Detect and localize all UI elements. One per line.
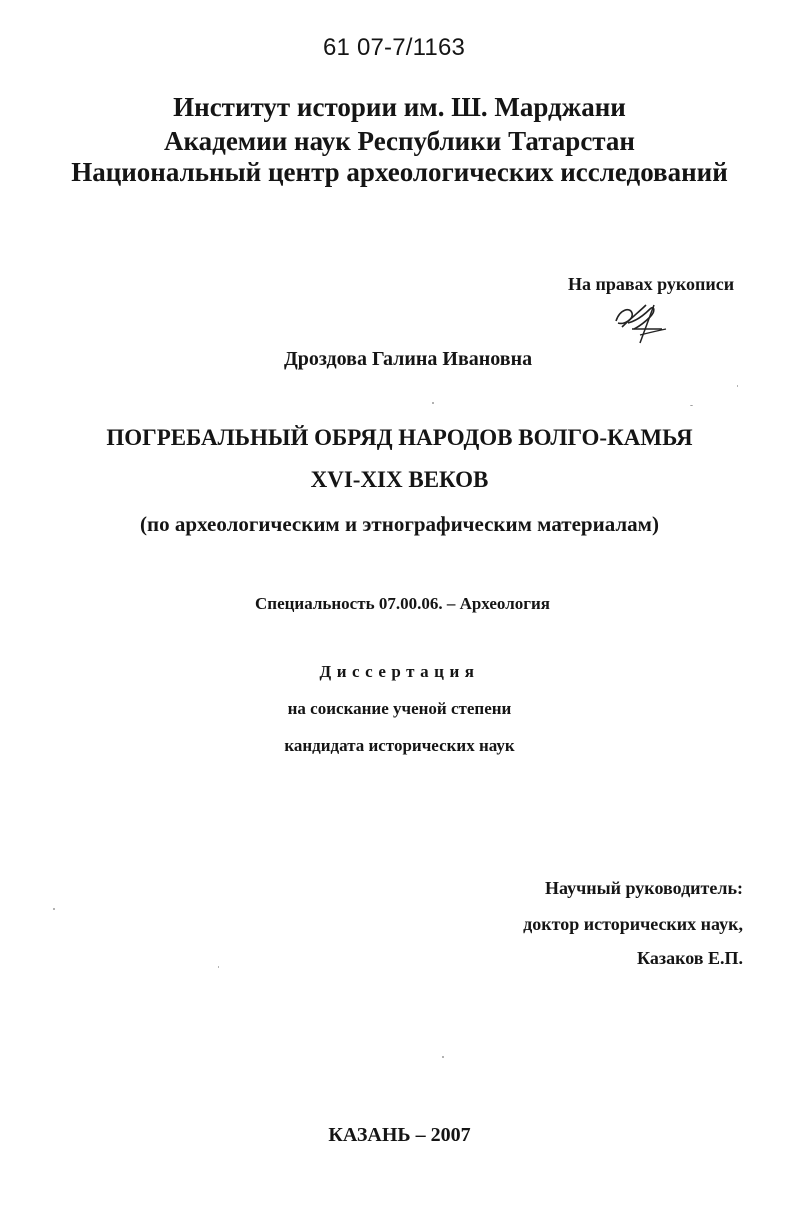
- institution-line-3: Национальный центр археологических исследований: [71, 157, 728, 187]
- document-type: Диссертация: [319, 662, 480, 681]
- institution-line-1: Институт истории им. Ш. Марджани: [173, 92, 626, 122]
- city-year: КАЗАНЬ – 2007: [328, 1124, 471, 1146]
- manuscript-rights-label: На правах рукописи: [568, 274, 735, 294]
- scan-speck: [442, 1056, 444, 1058]
- registration-number: 61 07-7/1163: [323, 34, 466, 61]
- scan-speck: [432, 402, 434, 404]
- degree-purpose: на соискание ученой степени: [287, 699, 512, 718]
- degree-name: кандидата исторических наук: [284, 736, 515, 755]
- author-name: Дроздова Галина Ивановна: [284, 348, 533, 370]
- dissertation-subtitle: (по археологическим и этнографическим материалам): [140, 512, 659, 536]
- scan-speck: [218, 966, 219, 968]
- dissertation-title-line-2: XVI-XIX ВЕКОВ: [310, 467, 489, 492]
- scan-speck: [737, 385, 738, 387]
- institution-line-2: Академии наук Республики Татарстан: [164, 126, 635, 156]
- supervisor-label: Научный руководитель:: [545, 878, 743, 898]
- scan-speck: [53, 908, 55, 910]
- scan-speck: [690, 405, 693, 406]
- dissertation-title-line-1: ПОГРЕБАЛЬНЫЙ ОБРЯД НАРОДОВ ВОЛГО-КАМЬЯ: [106, 425, 693, 450]
- supervisor-title: доктор исторических наук,: [523, 914, 743, 934]
- handwritten-signature: [610, 299, 670, 345]
- supervisor-name: Казаков Е.П.: [637, 948, 743, 968]
- specialty-line: Специальность 07.00.06. – Археология: [255, 594, 550, 613]
